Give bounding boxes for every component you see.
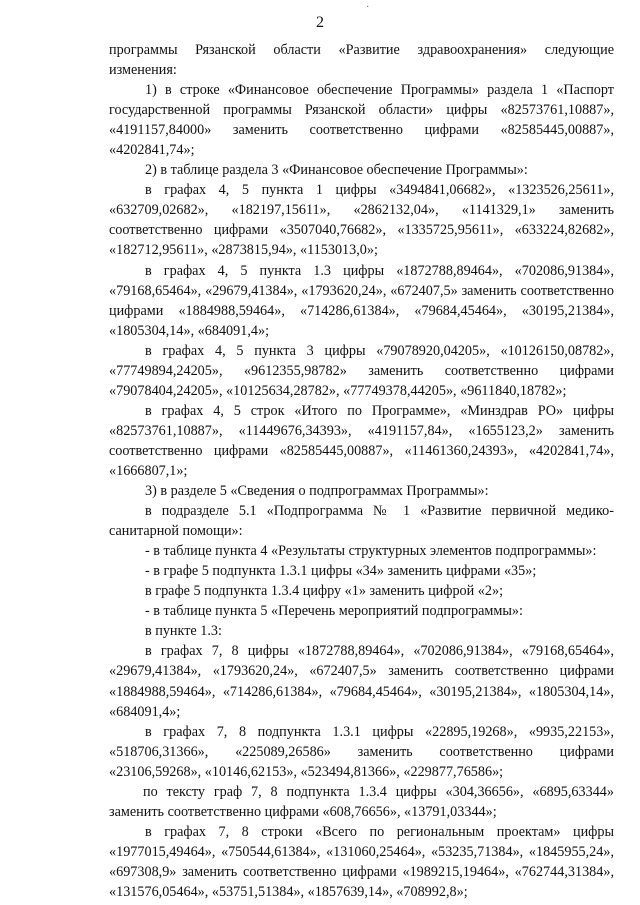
paragraph: в графе 5 подпункта 1.3.4 цифру «1» заменить цифрой «2»; [145, 583, 504, 600]
paragraph: 1) в строке «Финансовое обеспечение Программы» раздела 1 «Паспорт государственной программы Рязанской области» цифры «82573761,10887», «4191157,84000» заменить соответственно цифрами «82585445,00887», «4202841,74»; [109, 82, 614, 159]
paragraph: в графах 4, 5 пункта 1 цифры «3494841,06682», «1323526,25611», «632709,02682», «182197,15611», «2862132,04», «1141329,1» заменить соответственно цифрами «3507040,76682», «1335725,95611», «633224,82682», «182712,95611», «2873815,94», «1153013,0»; [109, 182, 614, 259]
paragraph: по тексту граф 7, 8 подпункта 1.3.4 цифры «304,36656», «6895,63344» заменить соответственно цифрами «608,76656», «13791,03344»; [109, 783, 614, 820]
paragraph: - в таблице пункта 5 «Перечень мероприятий подпрограммы»: [145, 603, 523, 620]
paragraph: в графах 4, 5 строк «Итого по Программе», «Минздрав РО» цифры «82573761,10887», «11449676,34393», «4191157,84», «1655123,2» заменить соответственно цифрами «82585445,00887», «11461360,24393», «4202841,74», «1666807,1»; [109, 402, 614, 479]
paragraph: программы Рязанской области «Развитие здравоохранения» следующие изменения: [109, 42, 614, 79]
paragraph: в пункте 1.3: [145, 623, 222, 640]
paragraph: - в таблице пункта 4 «Результаты структурных элементов подпрограммы»: [145, 543, 597, 560]
paragraph: в графах 7, 8 подпункта 1.3.1 цифры «22895,19268», «9935,22153», «518706,31366», «225089,26586» заменить соответственно цифрами «23106,59268», «10146,62153», «523494,81366», «229877,76586»; [109, 723, 614, 780]
document-body [109, 40, 614, 902]
paragraph: в графах 4, 5 пункта 3 цифры «79078920,04205», «10126150,08782», «77749894,24205», «9612355,98782» заменить соответственно цифрами «79078404,24205», «10125634,28782», «77749378,44205», «9611840,18782»; [109, 342, 614, 399]
paragraph: 2) в таблице раздела 3 «Финансовое обеспечение Программы»: [145, 162, 528, 179]
page-number: 2 [316, 14, 324, 31]
scan-mark: · [366, 2, 370, 13]
paragraph: 3) в разделе 5 «Сведения о подпрограммах Программы»: [145, 483, 489, 500]
paragraph: - в графе 5 подпункта 1.3.1 цифры «34» заменить цифрами «35»; [145, 563, 537, 580]
paragraph: в подразделе 5.1 «Подпрограмма № 1 «Развитие первичной медико-санитарной помощи»: [109, 503, 614, 540]
paragraph: в графах 4, 5 пункта 1.3 цифры «1872788,89464», «702086,91384», «79168,65464», «29679,41384», «1793620,24», «672407,5» заменить соответственно цифрами «1884988,59464», «714286,61384», «79684,45464», «30195,21384», «1805304,14», «684091,4»; [109, 262, 614, 339]
paragraph: в графах 7, 8 цифры «1872788,89464», «702086,91384», «79168,65464», «29679,41384», «1793620,24», «672407,5» заменить соответственно цифрами «1884988,59464», «714286,61384», «79684,45464», «30195,21384», «1805304,14», «684091,4»; [109, 643, 614, 720]
paragraph: в графах 7, 8 строки «Всего по региональным проектам» цифры «1977015,49464», «750544,61384», «131060,25464», «53235,71384», «1845955,24», «697308,9» заменить соответственно цифрами «1989215,19464», «762744,31384», «131576,05464», «53751,51384», «1857639,14», «708992,8»; [109, 823, 614, 900]
